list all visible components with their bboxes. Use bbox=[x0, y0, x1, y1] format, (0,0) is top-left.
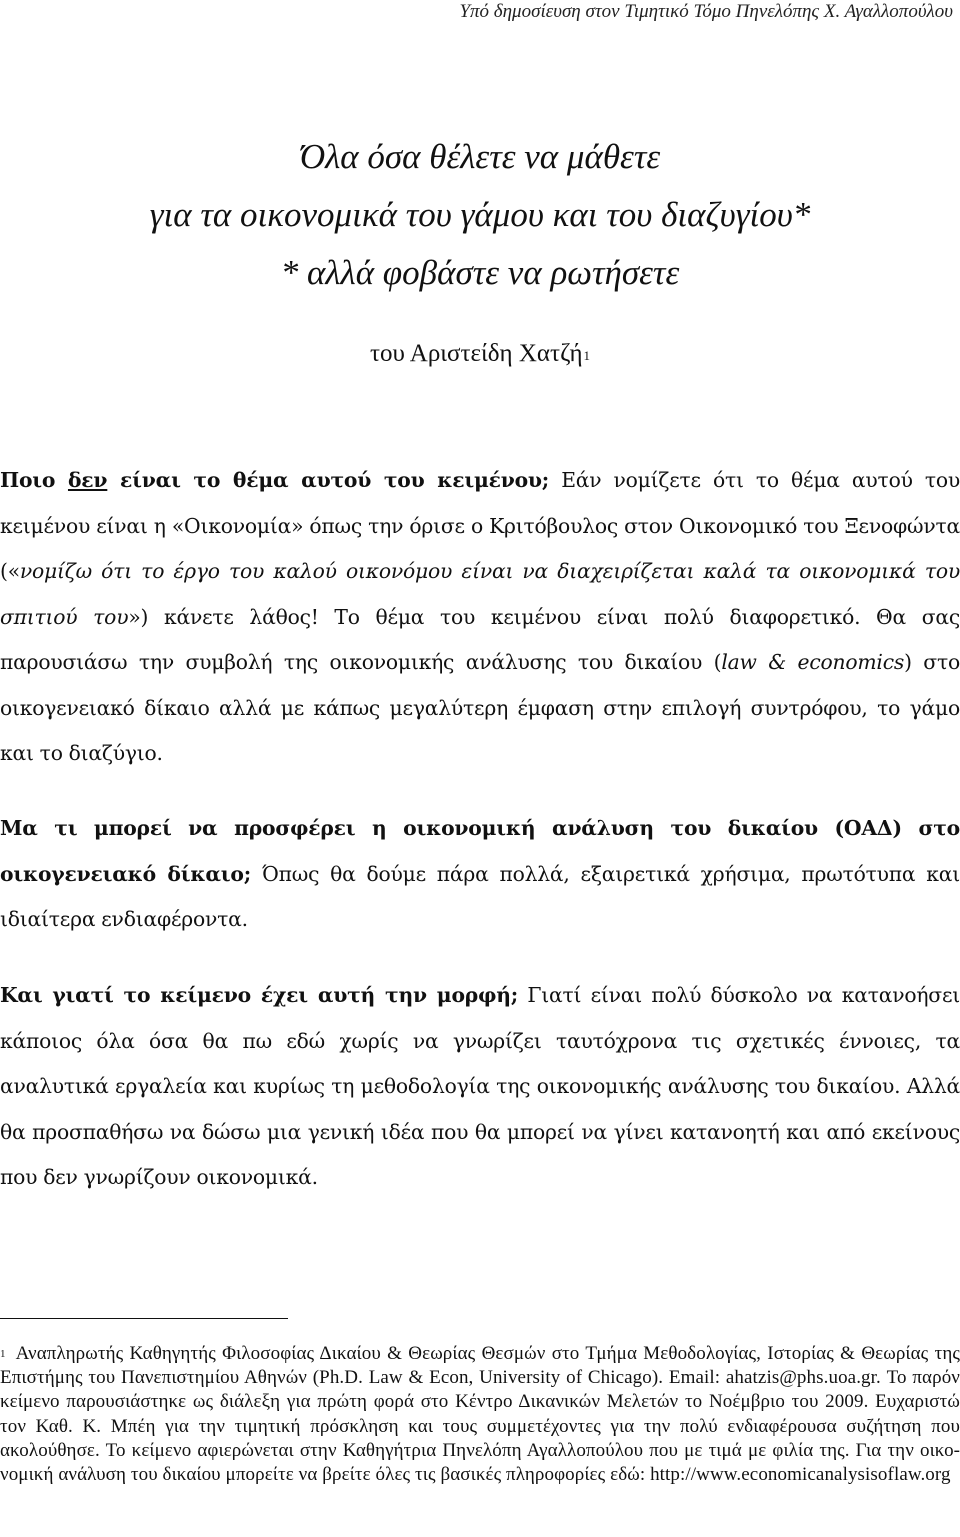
author-byline bbox=[0, 336, 960, 372]
underlined-word: δεν bbox=[67, 468, 108, 492]
footnote-separator bbox=[0, 1318, 288, 1319]
paragraph-format-question: Και γιατί το κείμενο έχει αυτή την μορφή; bbox=[0, 983, 519, 1007]
law-economics-term: law & economics bbox=[721, 650, 905, 674]
paragraph-contribution-question: Μα τι μπορεί να προσφέρει η οικονομική ανάλυση του δικαίου (ΟΑΔ) στο οικογενειακό δίκαιο; bbox=[0, 816, 960, 886]
author-name: του Αριστείδη Χατζή bbox=[369, 340, 583, 367]
title-line-2: για τα οικονομικά του γάμου και του διαζυγίου* bbox=[149, 195, 811, 234]
footnote-text: Αναπληρωτής Καθηγητής Φιλοσοφίας Δικαίου & Θεωρίας Θεσμών στο Τμήμα Μεθοδολογίας, Ιστορίας & Θεωρίας της Επιστήμης του Πανεπιστημίου Αθηνών (Ph.D. Law & Econ, University of Chicago). Email: ahatzis@phs.uoa.gr. Το παρόν κείμενο παρουσιάστηκε ως διάλεξη για πρώτη φορά στο Κέντρο Δικανικών Μελετών το Νοέμβριο του 2009. Ευχαριστώ τον Καθ. Κ. Μπέη για την τιμητική πρόσκληση και τους συμμετέχοντες για την πολύ ενδιαφέρουσα συζήτηση που ακολούθησε. Το κείμενο αφιερώνεται στην Καθηγήτρια Πηνελόπη Αγαλλοπούλου που με τιμά με φιλία της. Για την οικονομική ανάλυση του δικαίου μπορείτε να βρείτε όλες τις βασικές πληροφορίες εδώ: http://www.economicanalysisoflaw.org bbox=[0, 1343, 960, 1486]
paragraph-topic: Ποιο δεν είναι το θέμα αυτού του κειμένου; Εάν νομίζετε ότι το θέμα αυτού του κειμένου είναι η «Οικονομία» όπως την όρισε ο Κριτόβουλος στον Οικονομικό του Ξενοφώντα («νομίζω ότι το έργο του καλού οικονόμου είναι να διαχειρίζεται καλά τα οικονομικά του σπιτιού του») κάνετε λάθος! Το θέμα του κειμένου είναι πολύ διαφορετικό. Θα σας παρουσιάσω την συμβολή της οικονομικής ανάλυσης του δικαίου (law & economics) στο οικογενειακό δίκαιο αλλά με κάπως μεγαλύτερη έμφαση στην επιλογή συντρόφου, το γάμο και το διαζύγιο. bbox=[0, 468, 960, 765]
title-line-3: * αλλά φοβάστε να ρωτήσετε bbox=[280, 253, 680, 292]
publication-note: Υπό δημοσίευση στον Τιμητικό Τόμο Πηνελόπης Χ. Αγαλλοπούλου bbox=[459, 1, 953, 22]
paragraph-format: Και γιατί το κείμενο έχει αυτή την μορφή; Γιατί είναι πολύ δύσκολο να κατανοήσει κάποιος όλα όσα θα πω εδώ χωρίς να γνωρίζει ταυτόχρονα τις σχετικές έννοιες, τα αναλυτικά εργαλεία και κυρίως τη μεθοδολογία της οικονομικής ανάλυσης του δικαίου. Αλλά θα προσπαθήσω να δώσω μια γενική ιδέα που θα μπορεί να γίνει κατανοητή και από εκείνους που δεν γνωρίζουν οικονομικά. bbox=[0, 983, 960, 1189]
paragraph-topic-question: Ποιο δεν είναι το θέμα αυτού του κειμένου; bbox=[0, 468, 550, 492]
document-title bbox=[0, 128, 960, 302]
footnote-marker: 1 bbox=[0, 1348, 6, 1360]
paragraph-contribution: Μα τι μπορεί να προσφέρει η οικονομική ανάλυση του δικαίου (ΟΑΔ) στο οικογενειακό δίκαιο; Όπως θα δούμε πάρα πολλά, εξαιρετικά χρήσιμα, πρωτότυπα και ιδιαίτερα ενδιαφέροντα. bbox=[0, 816, 960, 931]
footnote-1 bbox=[0, 1342, 960, 1487]
title-line-1: Όλα όσα θέλετε να μάθετε bbox=[299, 137, 661, 176]
author-footnote-marker[interactable]: 1 bbox=[583, 348, 591, 363]
xenophon-quote: νομίζω ότι το έργο του καλού οικονόμου είναι να διαχειρίζεται καλά τα οικονομικά του σπιτιού του bbox=[0, 559, 960, 629]
